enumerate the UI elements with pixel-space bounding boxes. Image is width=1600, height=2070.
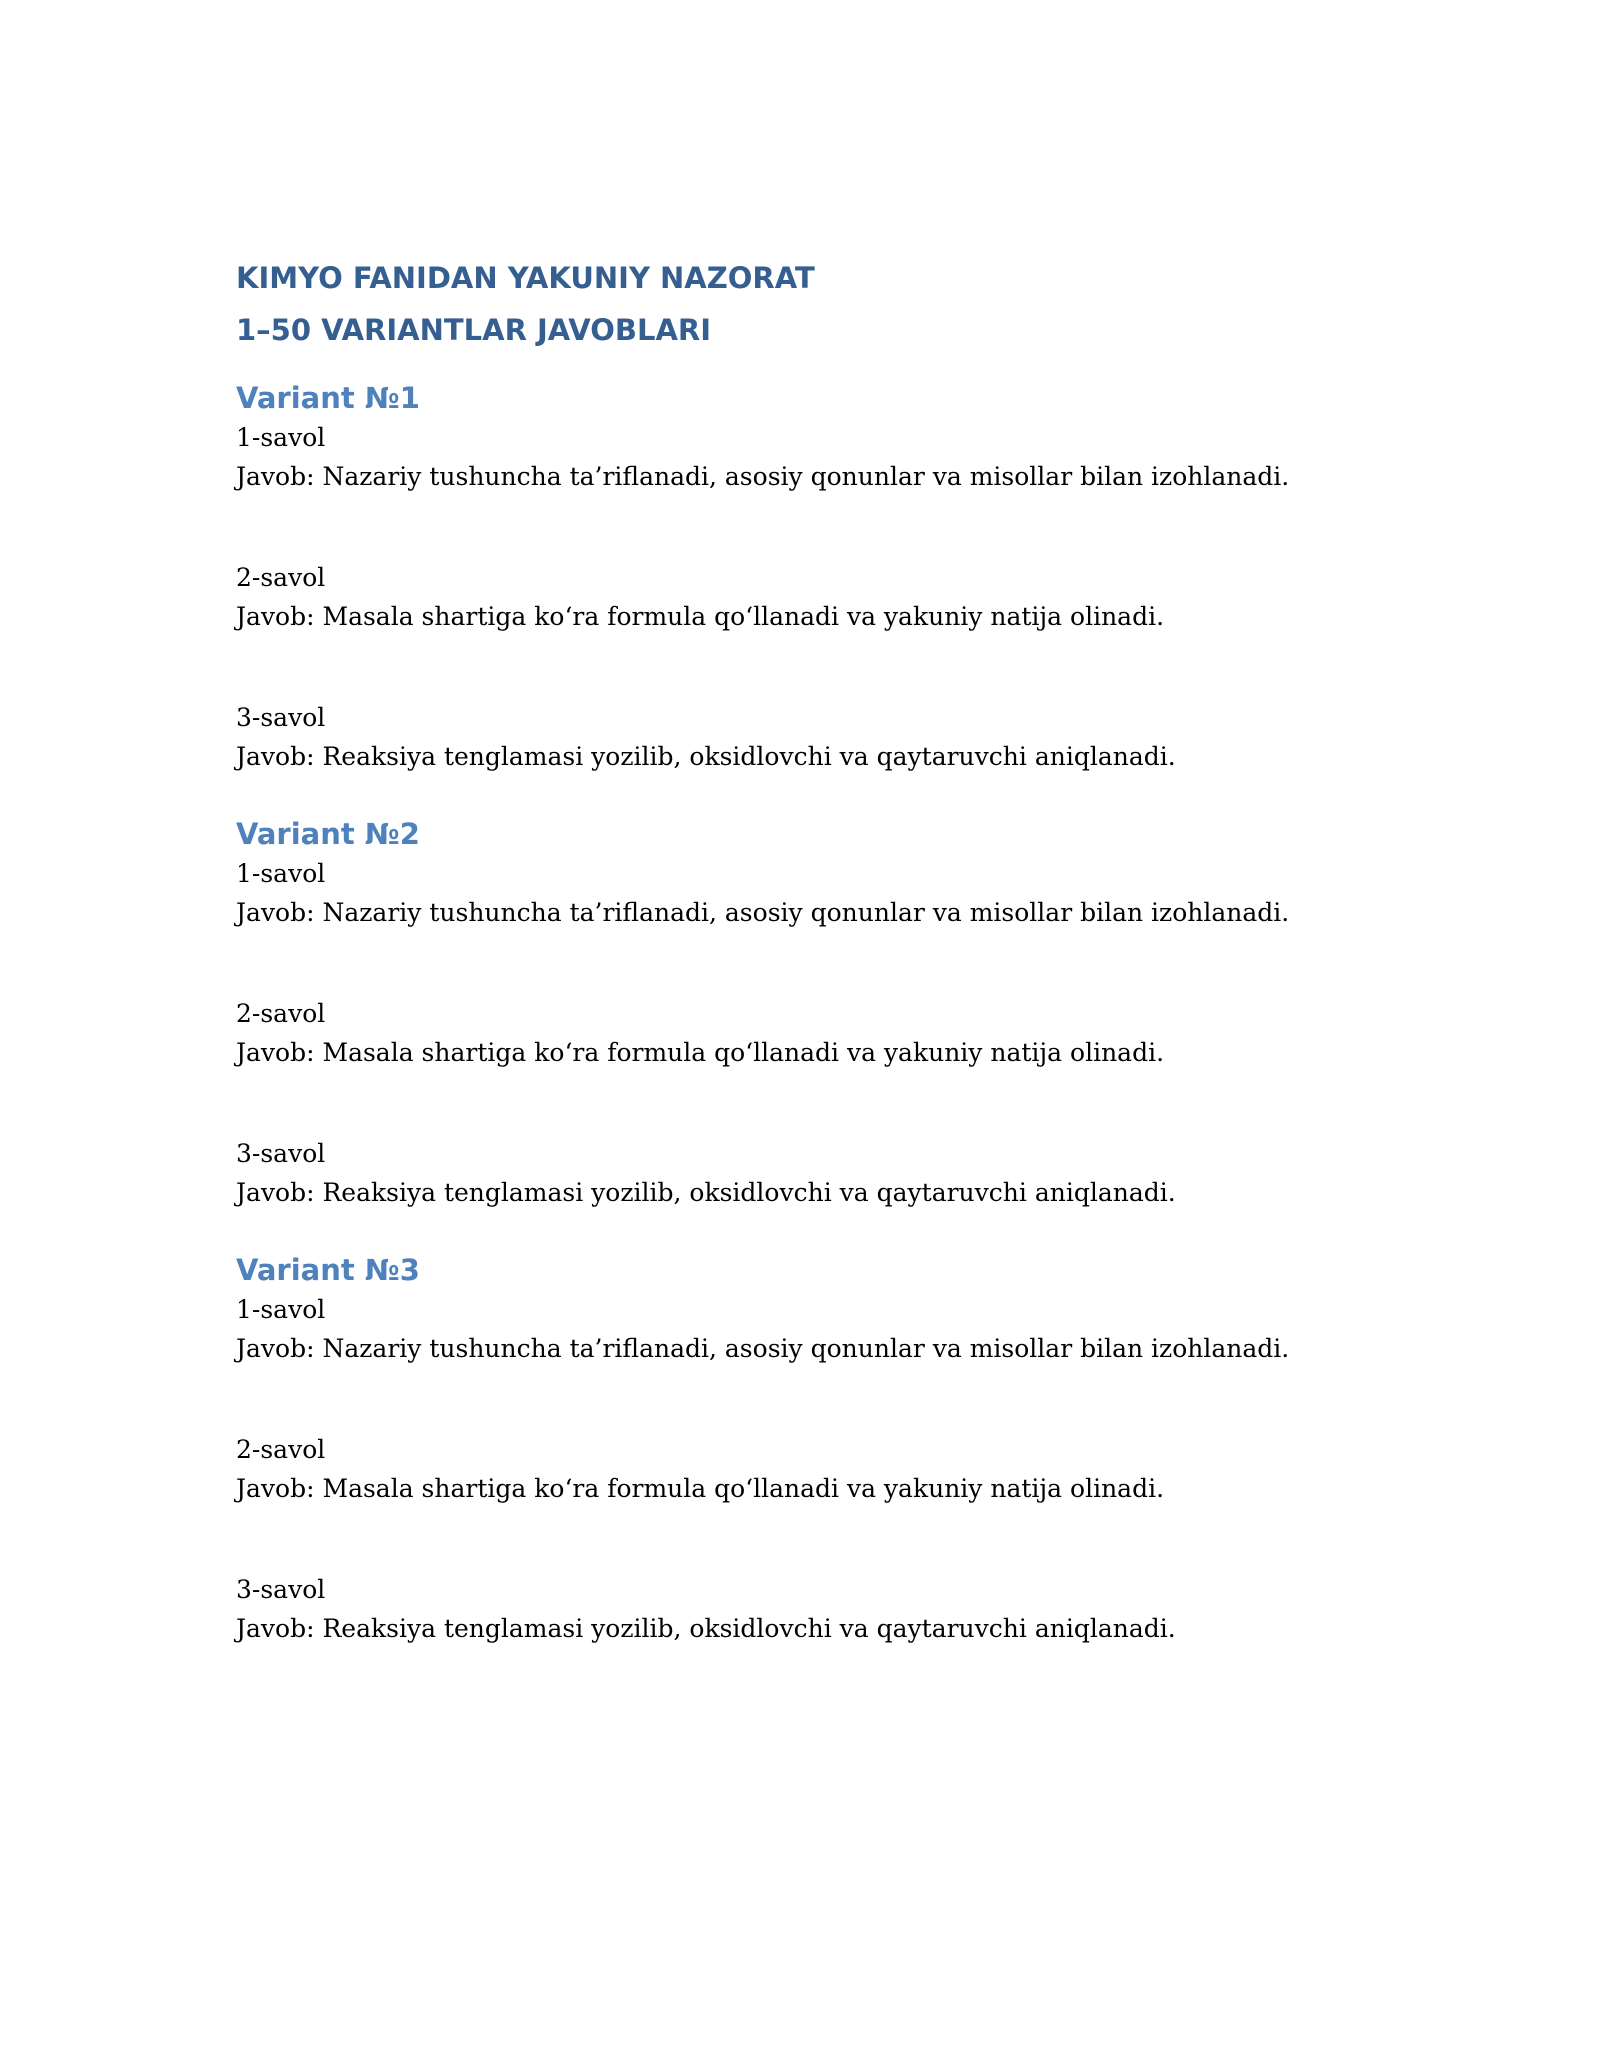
question-item (236, 698, 1366, 776)
variant-heading: Variant №2 (236, 817, 420, 851)
question-item (236, 418, 1366, 496)
question-answer: Javob: Reaksiya tenglamasi yozilib, oksidlovchi va qaytaruvchi aniqlanadi. (236, 1178, 1176, 1207)
question-item (236, 1290, 1366, 1368)
question-item (236, 558, 1366, 636)
question-item (236, 994, 1366, 1072)
question-answer: Javob: Nazariy tushuncha ta’riflanadi, asosiy qonunlar va misollar bilan izohlanadi. (236, 1334, 1290, 1363)
question-answer: Javob: Nazariy tushuncha ta’riflanadi, asosiy qonunlar va misollar bilan izohlanadi. (236, 898, 1290, 927)
question-answer: Javob: Nazariy tushuncha ta’riflanadi, asosiy qonunlar va misollar bilan izohlanadi. (236, 462, 1290, 491)
question-label: 3-savol (236, 1139, 326, 1168)
variant-heading: Variant №1 (236, 381, 420, 415)
document-title-line-2: 1–50 VARIANTLAR JAVOBLARI (236, 313, 712, 347)
question-answer: Javob: Masala shartiga ko‘ra formula qo‘llanadi va yakuniy natija olinadi. (236, 602, 1165, 631)
variant-heading: Variant №3 (236, 1253, 420, 1287)
question-label: 3-savol (236, 1575, 326, 1604)
question-item (236, 1430, 1366, 1508)
document-title-line-1: KIMYO FANIDAN YAKUNIY NAZORAT (236, 261, 815, 295)
variant-section (236, 814, 1366, 1212)
question-label: 2-savol (236, 563, 326, 592)
question-label: 3-savol (236, 703, 326, 732)
question-item (236, 854, 1366, 932)
document-content (236, 252, 1366, 1648)
variants-list (236, 378, 1366, 1648)
question-label: 1-savol (236, 1295, 326, 1324)
question-answer: Javob: Masala shartiga ko‘ra formula qo‘llanadi va yakuniy natija olinadi. (236, 1474, 1165, 1503)
question-answer: Javob: Reaksiya tenglamasi yozilib, oksidlovchi va qaytaruvchi aniqlanadi. (236, 1614, 1176, 1643)
question-label: 1-savol (236, 423, 326, 452)
variant-section (236, 378, 1366, 776)
question-item (236, 1134, 1366, 1212)
question-answer: Javob: Masala shartiga ko‘ra formula qo‘llanadi va yakuniy natija olinadi. (236, 1038, 1165, 1067)
question-label: 1-savol (236, 859, 326, 888)
question-answer: Javob: Reaksiya tenglamasi yozilib, oksidlovchi va qaytaruvchi aniqlanadi. (236, 742, 1176, 771)
question-item (236, 1570, 1366, 1648)
variant-section (236, 1250, 1366, 1648)
question-label: 2-savol (236, 1435, 326, 1464)
question-label: 2-savol (236, 999, 326, 1028)
